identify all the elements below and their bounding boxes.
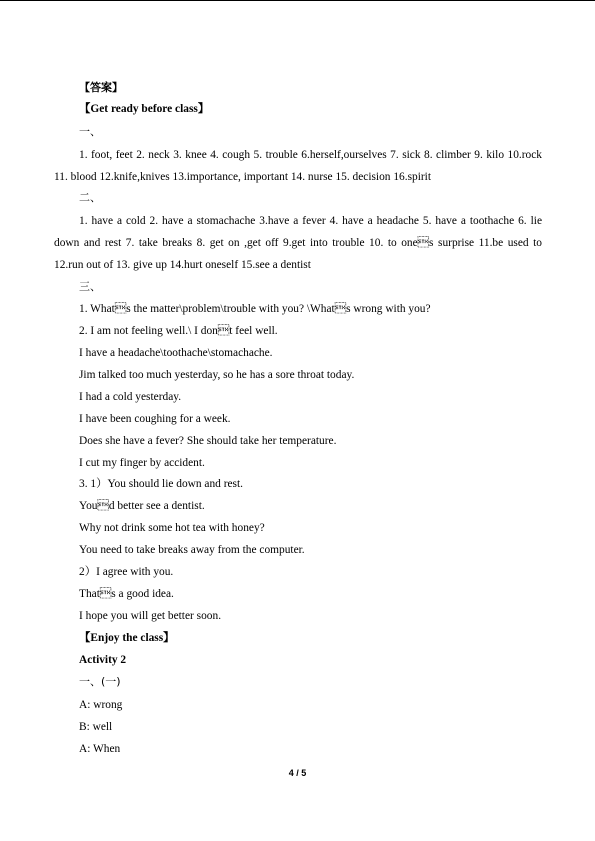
answers-heading: 【答案】 bbox=[79, 81, 123, 94]
part3-line: Does she have a fever? She should take her temperature. bbox=[79, 435, 337, 447]
part2-line-3: 12.run out of 13. give up 14.hurt oneself 15.see a dentist bbox=[54, 259, 311, 271]
part1-line-1: 1. foot, feet 2. neck 3. knee 4. cough 5. trouble 6.herself,ourselves 7. sick 8. climber 9. kilo 10.rock bbox=[79, 149, 542, 161]
part3-line: Why not drink some hot tea with honey? bbox=[79, 522, 265, 534]
part3-line: 2. I am not feeling well.\ I dont feel well. bbox=[79, 325, 278, 337]
part3-line: I had a cold yesterday. bbox=[79, 391, 182, 403]
part1-label: 一、 bbox=[79, 125, 101, 138]
part2-line-2: down and rest 7. take breaks 8. get on ,get off 9.get into trouble 10. to ones surprise 11.be used to bbox=[54, 237, 542, 249]
dialog-line: A: When bbox=[79, 743, 121, 755]
activity-heading: Activity 2 bbox=[79, 654, 127, 666]
page-number: 4 / 5 bbox=[288, 768, 307, 778]
header-rule bbox=[0, 0, 595, 1]
section-enjoy-heading: 【Enjoy the class】 bbox=[79, 632, 175, 644]
part3-line: Jim talked too much yesterday, so he has a sore throat today. bbox=[79, 369, 355, 381]
dialog-line: B: well bbox=[79, 721, 113, 733]
part3-line: 3. 1）You should lie down and rest. bbox=[79, 478, 244, 490]
part2-line-1: 1. have a cold 2. have a stomachache 3.have a fever 4. have a headache 5. have a toothache 6. lie bbox=[79, 215, 542, 227]
part3-line: I hope you will get better soon. bbox=[79, 610, 222, 622]
part3-line: I have a headache\toothache\stomachache. bbox=[79, 347, 273, 359]
part3-label: 三、 bbox=[79, 280, 101, 293]
part1-line-2: 11. blood 12.knife,knives 13.importance, important 14. nurse 15. decision 16.spirit bbox=[54, 171, 431, 183]
part3-line: 1. Whats the matter\problem\trouble with you? \Whats wrong with you? bbox=[79, 303, 431, 315]
part3-line: I cut my finger by accident. bbox=[79, 457, 205, 469]
activity-part-label: 一、(一) bbox=[79, 675, 121, 688]
part3-line: Youd better see a dentist. bbox=[79, 500, 205, 512]
part3-line: 2）I agree with you. bbox=[79, 566, 174, 578]
part3-line: You need to take breaks away from the computer. bbox=[79, 544, 305, 556]
section-get-ready-heading: 【Get ready before class】 bbox=[79, 103, 210, 115]
part3-line: Thats a good idea. bbox=[79, 588, 174, 600]
part3-line: I have been coughing for a week. bbox=[79, 413, 231, 425]
part2-label: 二、 bbox=[79, 191, 101, 204]
dialog-line: A: wrong bbox=[79, 699, 123, 711]
